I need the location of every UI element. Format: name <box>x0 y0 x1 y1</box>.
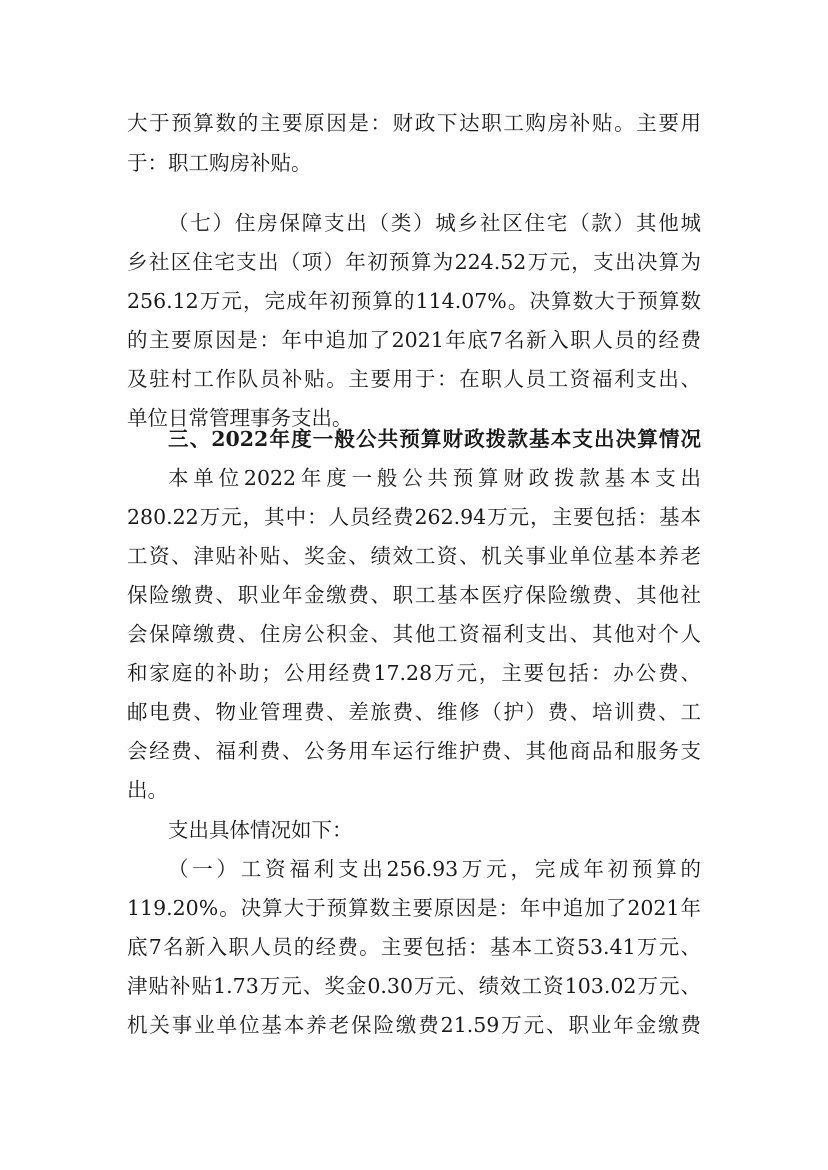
text-line: 会经费、福利费、公务用车运行维护费、其他商品和服务支 <box>127 739 701 763</box>
text-line: 津贴补贴1.73万元、奖金0.30万元、绩效工资103.02万元、 <box>127 974 701 998</box>
text-line: 280.22万元，其中：人员经费262.94万元，主要包括：基本 <box>127 505 701 529</box>
text-line: 于：职工购房补贴。 <box>127 151 312 175</box>
text-line: 乡社区住宅支出（项）年初预算为224.52万元，支出决算为 <box>127 250 701 274</box>
text-line: 119.20%。决算大于预算数主要原因是：年中追加了2021年 <box>127 896 701 920</box>
text-line: 256.12万元，完成年初预算的114.07%。决算数大于预算数 <box>127 289 701 313</box>
text-line: 本单位2022年度一般公共预算财政拨款基本支出 <box>168 466 701 490</box>
text-line: 出。 <box>127 778 168 802</box>
text-line: 底7名新入职人员的经费。主要包括：基本工资53.41万元、 <box>127 935 701 959</box>
text-line: 邮电费、物业管理费、差旅费、维修（护）费、培训费、工 <box>127 700 701 724</box>
section-heading: 三、2022年度一般公共预算财政拨款基本支出决算情况 <box>168 427 701 451</box>
text-line: （一）工资福利支出256.93万元，完成年初预算的 <box>168 857 701 881</box>
text-line: 保险缴费、职业年金缴费、职工基本医疗保险缴费、其他社 <box>127 583 701 607</box>
text-line: （七）住房保障支出（类）城乡社区住宅（款）其他城 <box>168 211 701 235</box>
text-line: 单位日常管理事务支出。 <box>127 406 353 430</box>
text-line: 工资、津贴补贴、奖金、绩效工资、机关事业单位基本养老 <box>127 544 701 568</box>
text-line: 的主要原因是：年中追加了2021年底7名新入职人员的经费 <box>127 328 701 352</box>
text-line: 大于预算数的主要原因是：财政下达职工购房补贴。主要用 <box>127 111 701 135</box>
text-line: 支出具体情况如下： <box>168 818 353 842</box>
text-line: 会保障缴费、住房公积金、其他工资福利支出、其他对个人 <box>127 622 701 646</box>
text-line: 机关事业单位基本养老保险缴费21.59万元、职业年金缴费 <box>127 1013 701 1037</box>
text-line: 和家庭的补助；公用经费17.28万元，主要包括：办公费、 <box>127 661 701 685</box>
text-line: 及驻村工作队员补贴。主要用于：在职人员工资福利支出、 <box>127 367 701 391</box>
